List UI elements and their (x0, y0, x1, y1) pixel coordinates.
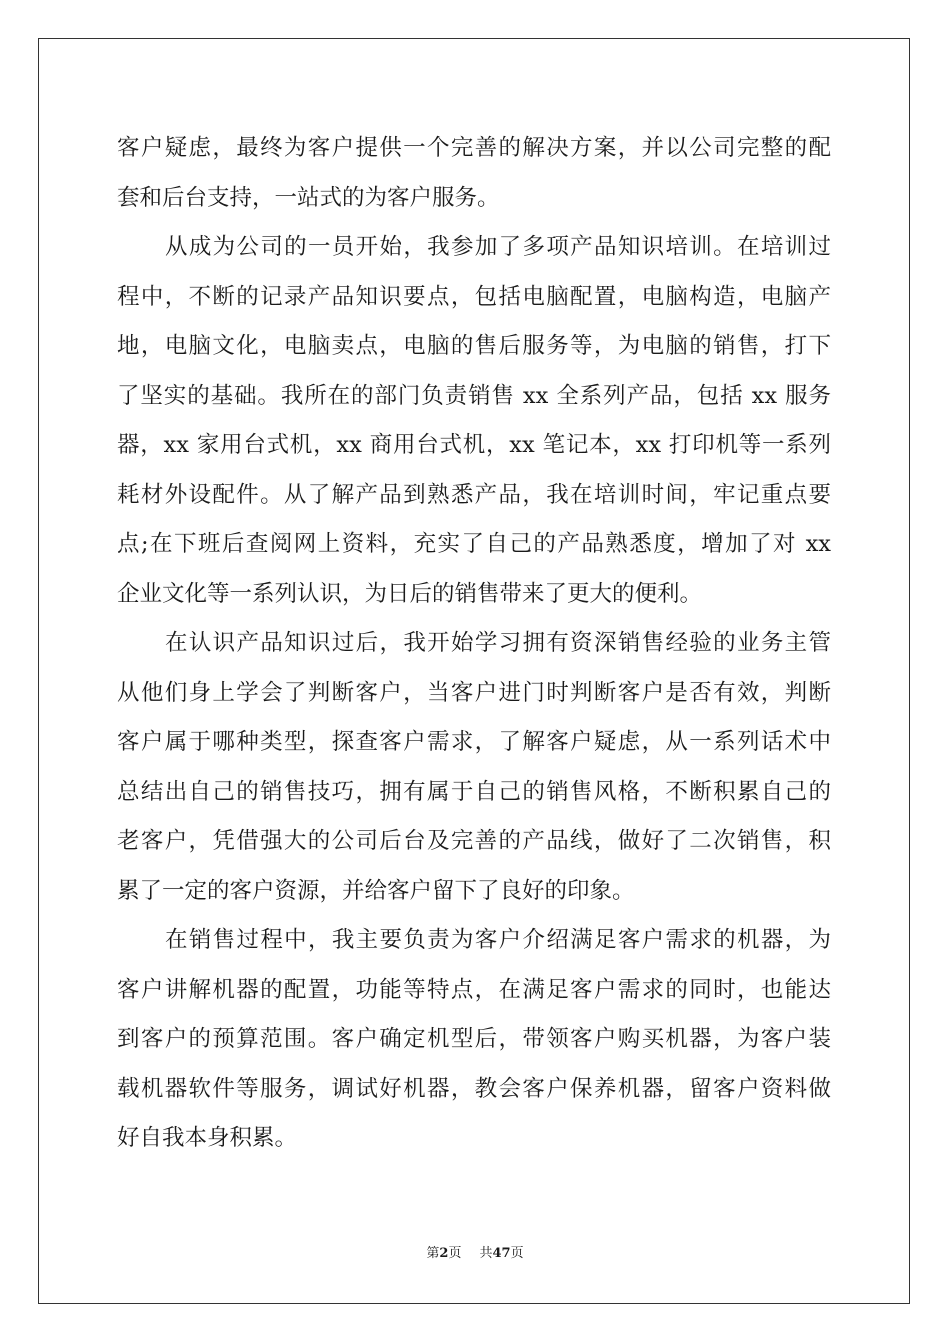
text-line: 好自我本身积累。 (117, 1125, 298, 1151)
total-pages: 47 (492, 1246, 511, 1261)
page-suffix: 页 (448, 1246, 462, 1261)
page-footer (0, 1245, 950, 1263)
text-line: 客户疑虑，最终为客户提供一个完善的解决方案，并以公司完整的配 (117, 135, 831, 161)
text-line: 累了一定的客户资源，并给客户留下了良好的印象。 (117, 878, 635, 904)
text-line: 客户属于哪种类型，探查客户需求，了解客户疑虑，从一系列话术中 (117, 729, 831, 755)
text-line: 耗材外设配件。从了解产品到熟悉产品，我在培训时间，牢记重点要 (117, 482, 831, 508)
page-number: 2 (439, 1246, 449, 1261)
text-line: 点;在下班后查阅网上资料，充实了自己的产品熟悉度，增加了对 xx (117, 531, 831, 557)
text-line: 企业文化等一系列认识，为日后的销售带来了更大的便利。 (117, 581, 703, 607)
text-line: 从成为公司的一员开始，我参加了多项产品知识培训。在培训过 (165, 234, 831, 260)
text-line: 在销售过程中，我主要负责为客户介绍满足客户需求的机器，为 (165, 927, 831, 953)
text-line: 在认识产品知识过后，我开始学习拥有资深销售经验的业务主管 (165, 630, 831, 656)
text-line: 老客户，凭借强大的公司后台及完善的产品线，做好了二次销售，积 (117, 828, 831, 854)
text-line: 了坚实的基础。我所在的部门负责销售 xx 全系列产品，包括 xx 服务 (117, 383, 831, 409)
total-suffix: 页 (510, 1246, 524, 1261)
text-line: 套和后台支持，一站式的为客户服务。 (117, 185, 500, 211)
text-line: 载机器软件等服务，调试好机器，教会客户保养机器，留客户资料做 (117, 1076, 831, 1102)
text-line: 程中，不断的记录产品知识要点，包括电脑配置，电脑构造，电脑产 (117, 284, 831, 310)
page-prefix: 第 (426, 1246, 440, 1261)
text-line: 总结出自己的销售技巧，拥有属于自己的销售风格，不断积累自己的 (117, 779, 831, 805)
total-prefix: 共 (479, 1246, 493, 1261)
text-line: 到客户的预算范围。客户确定机型后，带领客户购买机器，为客户装 (117, 1026, 831, 1052)
text-line: 客户讲解机器的配置，功能等特点，在满足客户需求的同时，也能达 (117, 977, 831, 1003)
text-line: 从他们身上学会了判断客户，当客户进门时判断客户是否有效，判断 (117, 680, 831, 706)
text-line: 地，电脑文化，电脑卖点，电脑的售后服务等，为电脑的销售，打下 (117, 333, 831, 359)
text-line: 器，xx 家用台式机，xx 商用台式机，xx 笔记本，xx 打印机等一系列 (117, 432, 831, 458)
